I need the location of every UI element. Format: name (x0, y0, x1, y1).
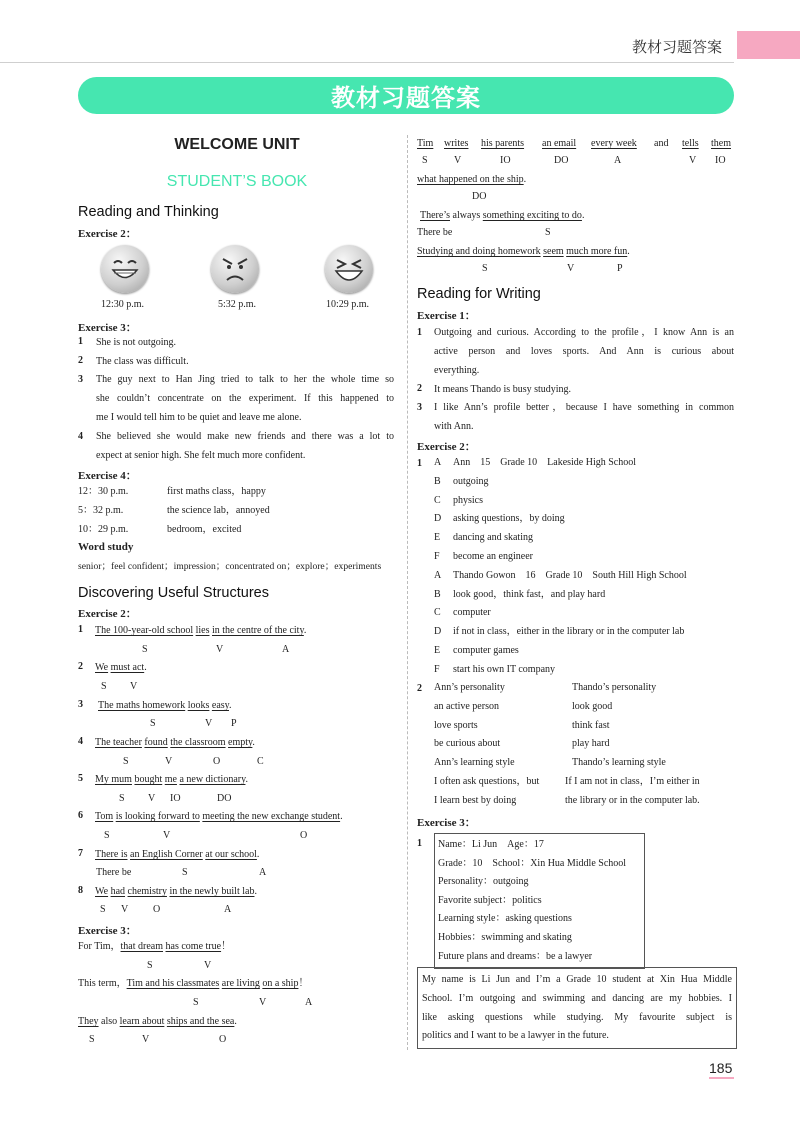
answer-line: She is not outgoing. (96, 337, 177, 348)
sentence-part: There is (95, 849, 128, 860)
item-number: 7 (78, 848, 83, 859)
item-text: outgoing (453, 475, 489, 487)
grammar-label: S (150, 718, 156, 729)
time-label: 5:32 p.m. (218, 299, 257, 310)
item-letter: F (434, 550, 440, 562)
answer-line: expect at senior high. She felt much more confident. (96, 449, 306, 461)
sentence-part: something exciting to do (482, 210, 582, 221)
item-number: 4 (78, 736, 83, 747)
word-study-answer: senior；feel confident；impression；concentrated on；explore；experiments (78, 561, 382, 572)
sentence-part: also (101, 1016, 118, 1027)
paragraph-line: My name is Li Jun and I’m a Grade 10 student at Xin Hua Middle (422, 974, 732, 985)
sentence-part: meeting the new exchange student (202, 811, 341, 822)
grammar-label: P (617, 263, 623, 274)
analysed-sentence (95, 885, 257, 899)
sentence-end: . (245, 774, 248, 785)
sentence-end: ！ (221, 941, 232, 952)
analysed-sentence (95, 661, 147, 675)
table-row (434, 719, 734, 738)
sentence-end: . (581, 210, 585, 221)
grammar-label: A (305, 997, 313, 1008)
grammar-label: A (282, 644, 290, 655)
grammar-label: O (219, 1034, 227, 1045)
item-letter: F (434, 663, 440, 675)
grammar-label: V (204, 960, 212, 971)
item-text: look good，think fast，and play hard (453, 588, 606, 600)
exercise-label: Exercise 3： (78, 925, 137, 937)
book-heading: STUDENT’S BOOK (166, 173, 308, 190)
analysed-sentence (78, 940, 231, 954)
table-cell: think fast (572, 719, 610, 731)
analysed-sentence (95, 773, 248, 787)
sentence-part: found (144, 737, 168, 748)
item-number: 6 (78, 810, 83, 821)
grammar-label: V (165, 756, 173, 767)
sentence-part: Tim and his classmates (126, 978, 220, 989)
table-cell: look good (572, 700, 613, 712)
sentence-part: me (164, 774, 177, 785)
column-divider (407, 135, 408, 1050)
grammar-label: A (259, 867, 267, 878)
unit-heading: WELCOME UNIT (174, 136, 300, 153)
sentence-part: chemistry (127, 886, 167, 897)
sentence-end: . (256, 849, 260, 860)
comparison-table (434, 681, 734, 813)
grammar-label: S (545, 227, 551, 238)
grammar-label: O (300, 830, 308, 841)
profile-line: Future plans and dreams：be a lawyer (438, 950, 593, 962)
sentence-part: The maths homework (98, 700, 186, 711)
paragraph-line: politics and I want to be a lawyer in the future. (422, 1030, 609, 1042)
grammar-label: There be (417, 227, 453, 238)
table-cell: Thando’s learning style (572, 757, 666, 769)
paragraph-line: like asking questions while studying. My favourite subject is (422, 1011, 732, 1023)
item-number: 5 (78, 773, 83, 784)
grammar-label: S (101, 681, 107, 692)
grammar-label: V (216, 644, 224, 655)
answer-paragraph (434, 399, 734, 437)
angry-face-icon (211, 245, 259, 293)
sentence-part: that dream (120, 941, 164, 952)
table-cell: the library or in the computer lab. (565, 794, 700, 806)
sentence-part: a new dictionary (179, 774, 246, 785)
sentence-part: what happened on the ship (417, 174, 524, 185)
sentence-part: They (78, 1016, 99, 1027)
grammar-label: S (119, 793, 125, 804)
analysed-sentence (95, 848, 259, 862)
table-cell: play hard (572, 738, 610, 750)
grammar-label: S (89, 1034, 95, 1045)
sentence-part: learn about (119, 1016, 165, 1027)
grammar-label: P (231, 718, 237, 729)
sentence-part: Tim (417, 138, 434, 149)
section-title-useful-structures: Discovering Useful Structures (78, 585, 269, 601)
grammar-label: S (193, 997, 199, 1008)
sentence-part: My mum (95, 774, 132, 785)
sentence-part: are living (221, 978, 260, 989)
table-cell: an active person (434, 700, 499, 712)
grammar-label: S (422, 155, 428, 166)
sentence-part: always (452, 210, 481, 221)
sentence-part: For Tim， (78, 941, 121, 952)
grammar-label: S (482, 263, 488, 274)
header-rule (0, 62, 734, 63)
sentence-end: . (340, 811, 343, 822)
item-letter: B (434, 475, 441, 487)
grammar-label: V (163, 830, 171, 841)
sentence-part: has come true (165, 941, 222, 952)
sentence-part: Studying and doing homework (417, 246, 541, 257)
analysed-sentence (95, 810, 343, 824)
grammar-label: V (567, 263, 575, 274)
profile-line: Personality：outgoing (438, 876, 529, 888)
grammar-label: IO (500, 155, 511, 166)
table-cell: I often ask questions，but (434, 775, 540, 787)
sentence-part: every week (591, 138, 637, 149)
grammar-label: A (614, 155, 622, 166)
answer-line: everything. (434, 364, 480, 376)
item-letter: A (434, 457, 442, 468)
grammar-label: V (148, 793, 156, 804)
sentence-part: empty (228, 737, 253, 748)
exercise-label: Exercise 2： (417, 441, 476, 453)
grammar-label: V (454, 155, 462, 166)
item-letter: B (434, 588, 441, 600)
item-text: computer (453, 607, 491, 619)
analysed-sentence (417, 245, 630, 259)
sentence-part: lies (195, 625, 210, 636)
item-number: 1 (417, 838, 422, 849)
sentence-part: ships and the sea (166, 1016, 235, 1027)
sentence-part: an email (542, 138, 577, 149)
analysed-sentence (420, 209, 584, 223)
answer-paragraph (96, 428, 394, 466)
table-cell: Ann’s personality (434, 682, 505, 693)
time-label: 12:30 p.m. (101, 299, 145, 310)
time-cell: 10：29 p.m. (78, 524, 129, 535)
grammar-label: V (259, 997, 267, 1008)
sentence-part: tells (682, 138, 699, 149)
item-number: 3 (78, 699, 83, 710)
answer-line: It means Thando is busy studying. (434, 384, 572, 395)
grammar-label: S (142, 644, 148, 655)
answer-line: she couldn’t concentrate on the experiment. If this happened to (96, 392, 394, 404)
answer-line: I like Ann’s profile better，because I have something in common (434, 402, 734, 413)
sentence-end: . (252, 737, 255, 748)
sentence-part: must act (110, 662, 145, 673)
exercise-label: Exercise 3： (417, 817, 476, 829)
analysed-sentence (78, 977, 308, 991)
table-row (434, 700, 734, 719)
table-cell: be curious about (434, 738, 501, 750)
sentence-end: . (234, 1016, 237, 1027)
analysed-sentence (95, 624, 306, 638)
exercise-label: Exercise 2： (78, 228, 137, 240)
item-letter: E (434, 532, 441, 544)
grammar-label: S (100, 904, 106, 915)
table-row (434, 737, 734, 756)
exercise-label: Exercise 4： (78, 470, 137, 482)
analysed-sentence (417, 173, 526, 187)
analysed-sentence (98, 699, 232, 713)
table-row (434, 756, 734, 775)
profile-line: Favorite subject：politics (438, 894, 542, 906)
section-title-reading-thinking: Reading and Thinking (78, 204, 219, 220)
grammar-label: V (205, 718, 213, 729)
sentence-part: We (95, 662, 109, 673)
item-letter: C (434, 494, 441, 506)
profile-line: Learning style：asking questions (438, 913, 572, 925)
item-text: start his own IT company (453, 663, 556, 675)
table-cell: love sports (434, 719, 478, 731)
grammar-label: S (123, 756, 129, 767)
answer-line: The guy next to Han Jing tried to talk to her the whole time so (96, 374, 394, 385)
item-text: dancing and skating (453, 532, 533, 544)
table-row (434, 794, 734, 813)
sentence-part: them (711, 138, 731, 149)
time-cell: 12：30 p.m. (78, 486, 129, 497)
page-number: 185 (709, 1060, 733, 1076)
item-number: 2 (78, 355, 83, 366)
grammar-label: IO (715, 155, 726, 166)
grammar-label: V (121, 904, 129, 915)
item-number: 3 (417, 402, 422, 413)
grammar-label: IO (170, 793, 181, 804)
sentence-part: the classroom (170, 737, 226, 748)
grammar-label: V (142, 1034, 150, 1045)
item-number: 1 (78, 336, 83, 347)
profile-card (434, 833, 645, 969)
sentence-end: . (627, 246, 630, 257)
sentence-end: . (523, 174, 527, 185)
answer-cell: the science lab，annoyed (167, 505, 270, 516)
grammar-label: O (213, 756, 221, 767)
grammar-label: DO (554, 155, 569, 166)
table-cell: Thando’s personality (572, 682, 657, 693)
item-number: 1 (78, 624, 83, 635)
grammar-label: C (257, 756, 264, 767)
sentence-end: ！ (298, 978, 309, 989)
sentence-end: . (144, 662, 147, 673)
sentence-part: We (95, 886, 109, 897)
exercise-label: Exercise 2： (78, 608, 137, 620)
sentence-part: is looking forward to (115, 811, 200, 822)
grammar-label: S (104, 830, 110, 841)
item-text: Ann 15 Grade 10 Lakeside High School (453, 457, 637, 468)
profile-line: Hobbies：swimming and skating (438, 931, 572, 943)
profile-line: Name：Li Jun Age：17 (438, 839, 544, 850)
sentence-part: and (654, 138, 669, 149)
answer-paragraph (434, 324, 734, 380)
item-number: 4 (78, 431, 83, 442)
sentence-part: bought (134, 774, 163, 785)
grammar-label: S (147, 960, 153, 971)
sentence-part: Tom (95, 811, 114, 822)
grinning-face-icon (101, 245, 149, 293)
sentence-part: an English Corner (130, 849, 203, 860)
table-cell: I learn best by doing (434, 794, 517, 806)
sentence-end: . (303, 625, 307, 636)
table-cell: If I am not in class，I’m either in (565, 775, 700, 787)
answer-line: with Ann. (434, 420, 474, 432)
grammar-label: O (153, 904, 161, 915)
page-header-title: 教材习题答案 (631, 38, 722, 56)
item-number: 1 (417, 458, 422, 469)
table-cell: Ann’s learning style (434, 757, 515, 769)
item-letter: A (434, 569, 442, 581)
sentence-part: at our school (205, 849, 257, 860)
item-letter: E (434, 644, 441, 656)
time-cell: 5：32 p.m. (78, 505, 124, 516)
section-banner: 教材习题答案 (78, 77, 734, 114)
item-number: 2 (78, 661, 83, 672)
item-text: computer games (453, 644, 519, 656)
answer-line: Outgoing and curious. According to the profile，I know Ann is an (434, 327, 734, 338)
answer-line: active person and loves sports. And Ann is curious about (434, 345, 734, 357)
word-study-heading: Word study (78, 541, 134, 553)
item-number: 3 (78, 374, 83, 385)
sentence-part: The teacher (95, 737, 142, 748)
item-number: 2 (417, 683, 422, 694)
answer-cell: first maths class，happy (167, 486, 266, 497)
item-number: 1 (417, 327, 422, 338)
item-text: asking questions，by doing (453, 513, 565, 525)
sentence-part: on a ship (262, 978, 299, 989)
laughing-face-icon (325, 245, 373, 293)
item-text: physics (453, 494, 483, 506)
exercise-label: Exercise 1： (417, 310, 476, 322)
item-text: if not in class，either in the library or in the computer lab (453, 626, 685, 638)
answer-cell: bedroom，excited (167, 524, 242, 535)
header-accent-block (737, 31, 800, 59)
page-number-underline (709, 1077, 734, 1079)
grammar-label: DO (217, 793, 232, 804)
sentence-part: seem (543, 246, 564, 257)
sentence-part: his parents (481, 138, 525, 149)
writing-paragraph-box (417, 967, 737, 1049)
table-row (434, 775, 734, 794)
sentence-part: There’s (420, 210, 450, 221)
item-number: 8 (78, 885, 83, 896)
sentence-part: The 100-year-old school (95, 625, 194, 636)
sentence-part: writes (444, 138, 469, 149)
sentence-part: much more fun (566, 246, 628, 257)
grammar-label: V (130, 681, 138, 692)
paragraph-line: School. I’m outgoing and swimming and dancing are my hobbies. I (422, 992, 732, 1004)
answer-line: The class was difficult. (96, 356, 189, 367)
analysed-sentence (78, 1015, 237, 1029)
answer-line: me I would tell him to be quiet and leave me alone. (96, 411, 302, 423)
sentence-part: in the centre of the city (212, 625, 304, 636)
item-letter: C (434, 607, 441, 619)
sentence-part: looks (187, 700, 210, 711)
sentence-part: This term， (78, 978, 127, 989)
answer-line: She believed she would make new friends and there was a lot to (96, 431, 394, 442)
item-text: Thando Gowon 16 Grade 10 South Hill High School (453, 569, 687, 581)
item-letter: D (434, 513, 442, 525)
table-row (434, 681, 734, 700)
sentence-part: easy (211, 700, 229, 711)
sentence-part: in the newly built lab (169, 886, 255, 897)
grammar-label: V (689, 155, 697, 166)
answer-paragraph (96, 371, 394, 427)
profile-line: Grade：10 School：Xin Hua Middle School (438, 857, 627, 869)
grammar-label: S (182, 867, 188, 878)
item-letter: D (434, 626, 442, 638)
item-number: 2 (417, 383, 422, 394)
sentence-end: . (254, 886, 257, 897)
sentence-end: . (229, 700, 232, 711)
grammar-label: There be (96, 867, 132, 878)
item-text: become an engineer (453, 550, 533, 562)
exercise-label: Exercise 3： (78, 322, 137, 334)
sentence-part: had (110, 886, 126, 897)
section-title-reading-writing: Reading for Writing (417, 286, 541, 302)
time-label: 10:29 p.m. (326, 299, 370, 310)
grammar-label: DO (472, 191, 487, 202)
analysed-sentence (95, 736, 255, 750)
grammar-label: A (224, 904, 232, 915)
